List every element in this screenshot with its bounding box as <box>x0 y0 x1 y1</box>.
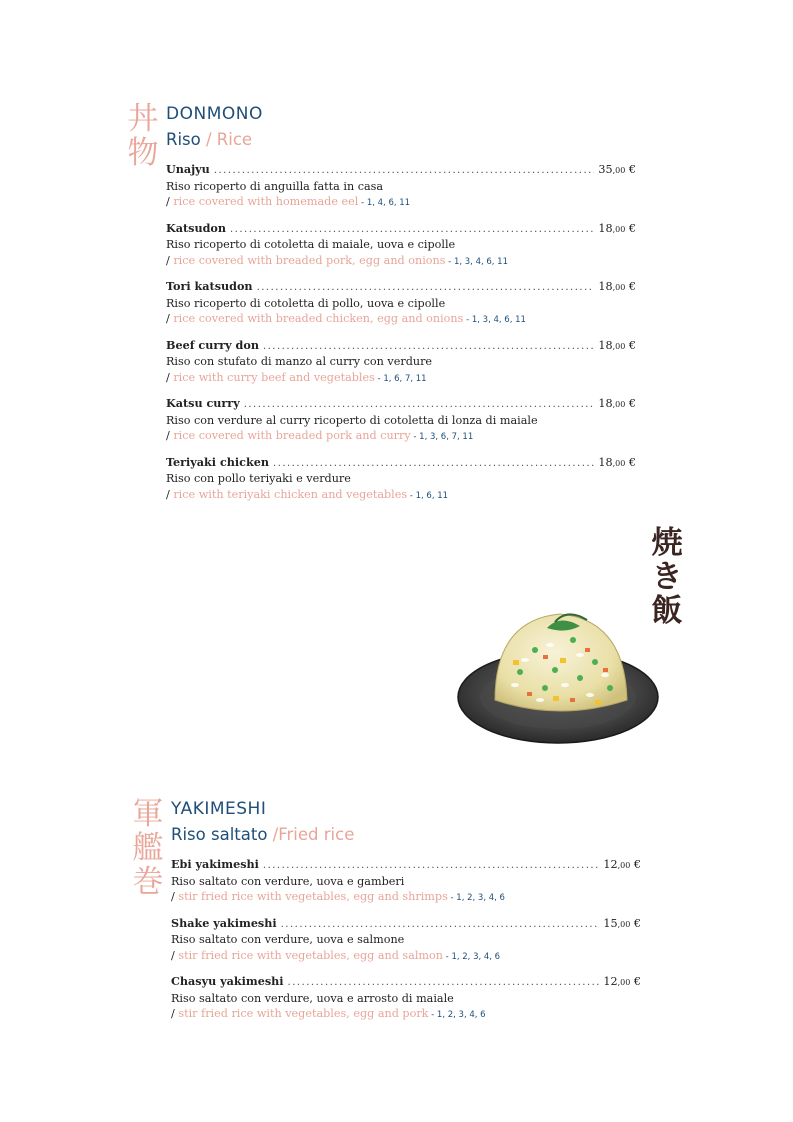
item-name: Katsu curry <box>166 396 240 410</box>
item-name: Beef curry don <box>166 337 259 352</box>
fried-rice-plate-icon <box>455 600 670 755</box>
leader-dots <box>230 222 594 238</box>
item-desc-en: / rice covered with breaded pork, egg and onions - 1, 3, 4, 6, 11 <box>166 253 509 267</box>
item-name: Ebi yakimeshi <box>171 857 259 871</box>
item-desc-en: / stir fried rice with vegetables, egg and pork - 1, 2, 3, 4, 6 <box>171 1007 486 1020</box>
menu-item <box>171 916 641 975</box>
section-kanji-donmono <box>126 102 160 170</box>
item-price: 18,00 € <box>598 338 636 352</box>
leader-dots <box>257 280 595 296</box>
menu-item <box>166 455 636 514</box>
item-allergens: - 1, 6, 7, 11 <box>374 373 427 384</box>
item-desc-it: Riso saltato con verdure, uova e arrosto di maiale <box>171 991 454 1005</box>
item-name: Teriyaki chicken <box>166 454 269 469</box>
item-allergens: - 1, 3, 6, 7, 11 <box>410 432 474 442</box>
section-subtitle-yakimeshi <box>171 825 354 844</box>
item-desc-en: / rice covered with breaded pork and curry - 1, 3, 6, 7, 11 <box>166 429 474 442</box>
kanji-char: 丼 <box>127 101 159 137</box>
item-desc-en: / stir fried rice with vegetables, egg and shrimps - 1, 2, 3, 4, 6 <box>171 890 505 903</box>
kanji-char: 飯 <box>651 593 683 629</box>
item-price: 15,00 € <box>603 916 641 930</box>
menu-item <box>166 162 636 221</box>
item-desc-en: / rice with curry beef and vegetables - 1, 6, 7, 11 <box>166 370 427 384</box>
item-desc-en: / rice covered with breaded chicken, egg and onions - 1, 3, 4, 6, 11 <box>166 312 526 325</box>
leader-dots <box>288 975 600 991</box>
item-desc-it: Riso saltato con verdure, uova e salmone <box>171 933 405 946</box>
menu-list-donmono <box>166 162 636 513</box>
item-price: 18,00 € <box>598 280 636 293</box>
item-name: Tori katsudon <box>166 279 253 293</box>
item-name: Unajyu <box>166 162 210 176</box>
item-desc-en: / stir fried rice with vegetables, egg and salmon - 1, 2, 3, 4, 6 <box>171 948 501 962</box>
item-price: 12,00 € <box>603 975 641 988</box>
menu-item <box>166 396 636 455</box>
leader-dots <box>214 163 595 179</box>
item-desc-it: Riso con verdure al curry ricoperto di cotoletta di lonza di maiale <box>166 413 538 427</box>
item-price: 35,00 € <box>598 163 636 176</box>
item-price: 18,00 € <box>598 221 636 235</box>
menu-item <box>166 279 636 338</box>
item-allergens: - 1, 3, 4, 6, 11 <box>463 315 526 325</box>
item-allergens: - 1, 3, 4, 6, 11 <box>445 256 509 267</box>
item-desc-it: Riso con stufato di manzo al curry con verdure <box>166 355 433 368</box>
item-price: 18,00 € <box>598 455 636 469</box>
item-allergens: - 1, 2, 3, 4, 6 <box>428 1010 486 1020</box>
item-desc-en: / rice with teriyaki chicken and vegetables - 1, 6, 11 <box>166 487 449 501</box>
leader-dots <box>244 397 595 413</box>
subtitle-english: /Fried rice <box>267 825 355 844</box>
section-title-yakimeshi: YAKIMESHI <box>171 799 267 819</box>
item-desc-en: / rice covered with homemade eel - 1, 4, 6, 11 <box>166 195 411 208</box>
kanji-char: 艦 <box>132 830 164 866</box>
kanji-char: き <box>651 559 683 595</box>
menu-item <box>166 338 636 397</box>
leader-dots <box>263 858 599 874</box>
leader-dots <box>273 456 594 472</box>
item-allergens: - 1, 4, 6, 11 <box>358 198 411 208</box>
kanji-char: 巻 <box>132 864 164 900</box>
menu-item <box>171 974 641 1033</box>
item-allergens: - 1, 2, 3, 4, 6 <box>447 893 505 903</box>
menu-item <box>171 857 641 916</box>
subtitle-english: / Rice <box>200 130 253 149</box>
section-subtitle-donmono <box>166 130 252 149</box>
kanji-char: 物 <box>127 135 159 171</box>
item-name: Katsudon <box>166 220 226 235</box>
menu-list-yakimeshi <box>171 857 641 1033</box>
section-title-donmono: DONMONO <box>166 104 263 124</box>
item-desc-it: Riso saltato con verdure, uova e gamberi <box>171 874 405 888</box>
item-name: Chasyu yakimeshi <box>171 974 284 988</box>
item-price: 12,00 € <box>603 858 641 871</box>
kanji-char: 焼 <box>651 525 683 561</box>
section-kanji-yakimeshi <box>131 797 165 899</box>
item-desc-it: Riso con pollo teriyaki e verdure <box>166 472 351 485</box>
item-desc-it: Riso ricoperto di cotoletta di pollo, uova e cipolle <box>166 296 446 310</box>
subtitle-italian: Riso saltato <box>171 825 268 844</box>
kanji-char: 軍 <box>132 796 164 832</box>
item-desc-it: Riso ricoperto di anguilla fatta in casa <box>166 179 384 193</box>
item-desc-it: Riso ricoperto di cotoletta di maiale, uova e cipolle <box>166 238 456 251</box>
leader-dots <box>281 917 600 933</box>
menu-item <box>166 221 636 280</box>
item-price: 18,00 € <box>598 397 636 410</box>
leader-dots <box>263 339 594 355</box>
item-allergens: - 1, 2, 3, 4, 6 <box>442 951 501 962</box>
item-allergens: - 1, 6, 11 <box>407 490 449 501</box>
subtitle-italian: Riso <box>166 130 201 149</box>
item-name: Shake yakimeshi <box>171 915 277 930</box>
